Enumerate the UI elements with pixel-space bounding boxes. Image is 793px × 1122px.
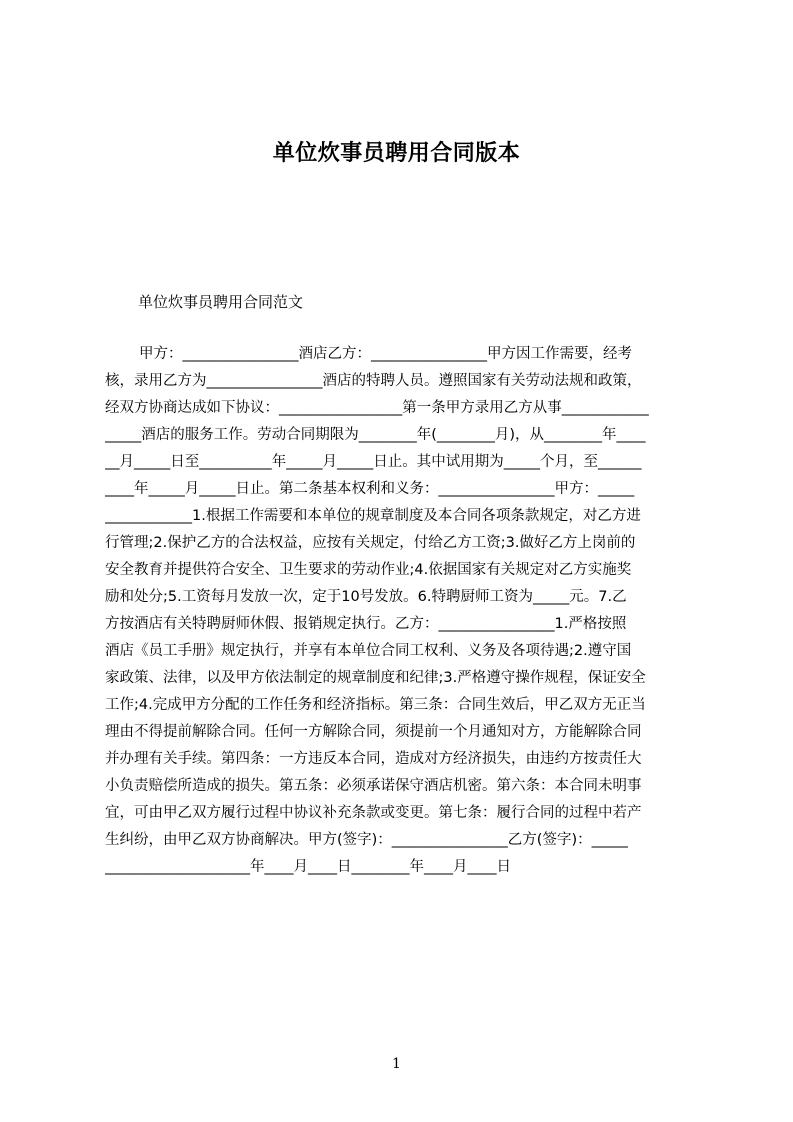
body-line: 励和处分;5.工资每月发放一次，定于10号发放。6.特聘厨师工资为_____元。7.乙 (105, 589, 627, 605)
body-line: 宜，可由甲乙双方履行过程中协议补充条款或变更。第七条：履行合同的过程中若产 (105, 805, 642, 821)
body-line: _____酒店的服务工作。劳动合同期限为________年(________月)，从________年____ (105, 427, 646, 443)
body-line: 家政策、法律，以及甲方依法制定的规章制度和纪律;3.严格遵守操作规程，保证安全 (105, 670, 646, 686)
body-line: 并办理有关手续。第四条：一方违反本合同，造成对方经济损失，由违约方按责任大 (105, 751, 642, 767)
body-line: __月_____日至__________年_____月_____日止。其中试用期为_____个月，至______ (105, 454, 642, 470)
body-line: 生纠纷，由甲乙双方协商解决。甲方(签字)：________________乙方(签字)：_____ (105, 832, 628, 848)
body-line: ____________1.根据工作需要和本单位的规章制度及本合同各项条款规定，对乙方进 (105, 508, 641, 524)
body-line: 行管理;2.保护乙方的合法权益，应按有关规定，付给乙方工资;3.做好乙方上岗前的 (105, 535, 636, 551)
body-line: 方按酒店有关特聘厨师休假、报销规定执行。乙方：________________1.严格按照 (105, 616, 627, 632)
body-line: 小负责赔偿所造成的损失。第五条：必须承诺保守酒店机密。第六条：本合同未明事 (105, 778, 642, 794)
body-line: 经双方协商达成如下协议：_________________第一条甲方录用乙方从事____________ (105, 400, 649, 416)
body-line: 理由不得提前解除合同。任何一方解除合同，须提前一个月通知对方，方能解除合同 (105, 724, 642, 740)
page-number: 1 (392, 1056, 401, 1072)
body-line: 工作;4.完成甲方分配的工作任务和经济指标。第三条：合同生效后，甲乙双方无正当 (105, 697, 646, 713)
body-line: 核，录用乙方为________________酒店的特聘人员。遵照国家有关劳动法规和政策， (105, 373, 642, 389)
body-line: 安全教育并提供符合安全、卫生要求的劳动作业;4.依据国家有关规定对乙方实施奖 (105, 562, 632, 578)
body-line: ____________________年____月____日________年____月____日 (105, 859, 511, 875)
body-line: 甲方：________________酒店乙方：________________甲方因工作需要，经考 (139, 346, 632, 362)
contract-body (105, 341, 698, 881)
document-title: 单位炊事员聘用合同版本 (272, 141, 521, 166)
body-line: ____年_____月_____日止。第二条基本权利和义务：________________甲方：_____ (105, 481, 635, 497)
body-line: 酒店《员工手册》规定执行，并享有本单位合同工权利、义务及各项待遇;2.遵守国 (105, 643, 632, 659)
document-subtitle: 单位炊事员聘用合同范文 (138, 293, 304, 311)
